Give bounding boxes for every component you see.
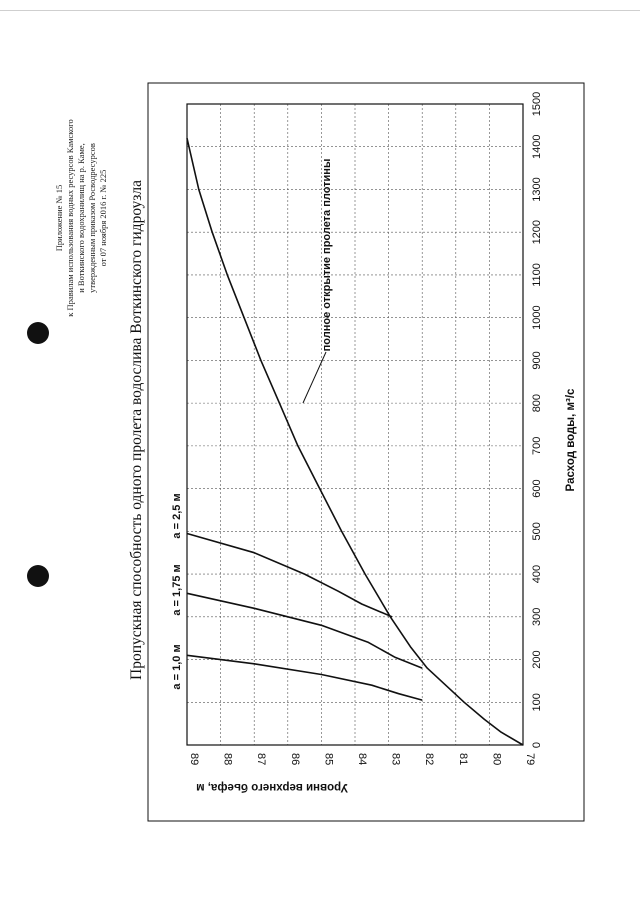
x-tick-800: 800 [531, 393, 543, 413]
series-line-3 [187, 534, 392, 617]
annex-line-4: утвержденным приказом Росводресурсов [87, 143, 97, 293]
y-tick-79: 79 [524, 753, 536, 766]
y-axis-label: Уровни верхнего бьефа, м [196, 781, 348, 793]
label-full-opening: полное открытие пролета плотины [321, 158, 333, 352]
x-tick-1000: 1000 [531, 305, 543, 330]
annex-block [54, 119, 108, 316]
x-tick-1400: 1400 [531, 134, 543, 159]
y-tick-82: 82 [423, 753, 436, 766]
x-tick-600: 600 [531, 479, 543, 498]
x-tick-0: 0 [531, 741, 543, 749]
x-tick-400: 400 [531, 564, 543, 584]
x-tick-1200: 1200 [531, 219, 543, 245]
y-tick-84: 84 [356, 753, 368, 766]
x-tick-labels [531, 92, 543, 748]
y-tick-85: 85 [322, 753, 335, 766]
label-a-1-75: a = 1,75 м [171, 564, 183, 616]
grid [187, 104, 523, 745]
annex-line-5: от 07 ноября 2016 г. № 225 [98, 169, 108, 267]
x-tick-700: 700 [531, 436, 543, 456]
x-tick-500: 500 [531, 522, 543, 541]
series-line-2 [187, 593, 422, 668]
x-tick-1500: 1500 [531, 91, 543, 117]
chart-title: Пропускная способность одного пролета водослива Воткинского гидроузла [128, 180, 145, 680]
label-a-2-5: a = 2,5 м [171, 493, 183, 539]
annex-line-2: к Правилам использования водных ресурсов Камского [65, 119, 75, 317]
y-tick-80: 80 [490, 753, 503, 766]
y-tick-83: 83 [389, 753, 402, 766]
x-tick-900: 900 [531, 351, 543, 370]
y-tick-87: 87 [255, 753, 268, 766]
annex-line-1: Приложение № 15 [54, 184, 64, 252]
y-tick-89: 89 [188, 753, 200, 766]
label-a-1-0: a = 1,0 м [171, 644, 183, 690]
x-tick-100: 100 [531, 693, 543, 712]
annex-line-3: и Воткинского водохранилищ на р. Каме, [76, 143, 86, 293]
x-tick-200: 200 [531, 650, 543, 669]
y-tick-88: 88 [221, 753, 234, 766]
label-full-opening-leader [303, 352, 326, 403]
y-tick-81: 81 [456, 753, 469, 766]
series-line-1 [187, 655, 422, 700]
x-tick-1100: 1100 [531, 263, 543, 287]
x-tick-1300: 1300 [531, 177, 543, 202]
y-tick-labels [188, 753, 536, 765]
x-tick-300: 300 [531, 607, 543, 626]
x-axis-label: Расход воды, м³/с [565, 388, 577, 492]
y-tick-86: 86 [288, 753, 301, 766]
outer-frame [148, 83, 584, 821]
